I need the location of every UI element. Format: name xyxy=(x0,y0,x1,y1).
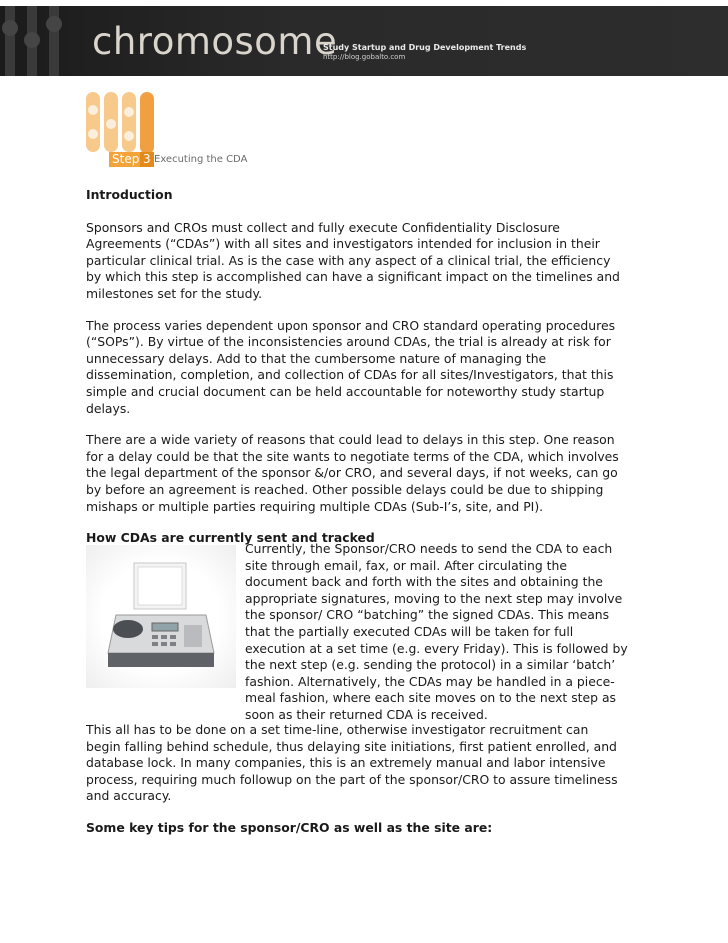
header-banner xyxy=(0,6,728,76)
intro-paragraph: Sponsors and CROs must collect and fully execute Confidentiality Disclosure Agreements (“CDAs”) with all sites and investigators intended for inclusion in their particular clinical trial. As is the case with any aspect of a clinical trial, the efficiency by which this step is accomplished can have a significant impact on the timelines and milestones set for the study. xyxy=(86,219,620,301)
fax-machine-icon xyxy=(86,545,236,688)
step-caption: Executing the CDA xyxy=(154,154,248,165)
sops-paragraph: The process varies dependent upon sponsor and CRO standard operating procedures (“SOPs”). By virtue of the inconsistencies around CDAs, the trial is already at risk for unnecessary delays. Add to that the cumbersome nature of managing the dissemination, completion, and collection of CDAs for all sites/Investigators, that this simple and crucial document can be held accountable for noteworthy study startup delays. xyxy=(86,317,616,416)
site-logo-text: chromosome xyxy=(92,20,338,63)
step-label: Step xyxy=(109,152,142,167)
process-paragraph: Currently, the Sponsor/CRO needs to send the CDA to each site through email, fax, or mail. After circulating the document back and forth with the sites and obtaining the appropriate signatures, moving to the next step may involve the sponsor/ CRO “batching” the signed CDAs. This means that the partially executed CDAs will be taken for full execution at a set time (e.g. every Friday). This is followed by the next step (e.g. sending the protocol) in a similar ‘batch’ fashion. Alternatively, the CDAs may be handled in a piece-meal fashion, where each site moves on to the next step as soon as their returned CDA is received. xyxy=(245,541,628,722)
delays-paragraph: There are a wide variety of reasons that could lead to delays in this step. One reason for a delay could be that the site wants to negotiate terms of the CDA, which involves the legal department of the sponsor &/or CRO, and several days, if not weeks, can go by before an agreement is reached. Other possible delays could be due to shipping mishaps or multiple parties requiring multiple CDAs (Sub-I’s, site, and PI). xyxy=(86,432,619,514)
document-body-top xyxy=(86,187,626,547)
site-tagline: Study Startup and Drug Development Trends xyxy=(323,43,527,52)
step-number: 3 xyxy=(140,152,154,167)
fax-machine-image xyxy=(86,545,236,688)
site-url: http://blog.gobalto.com xyxy=(323,53,406,61)
timeline-paragraph: This all has to be done on a set time-line, otherwise investigator recruitment can begin falling behind schedule, thus delaying site initiations, first patient enrolled, and database lock. In many companies, this is an extremely manual and labor intensive process, requiring much followup on the part of the sponsor/CRO to assure timeliness and accuracy. xyxy=(86,722,618,804)
tips-heading: Some key tips for the sponsor/CRO as well as the site are: xyxy=(86,819,493,835)
intro-heading: Introduction xyxy=(86,187,173,202)
document-body-bottom xyxy=(86,722,626,837)
how-heading: How CDAs are currently sent and tracked xyxy=(86,530,375,546)
